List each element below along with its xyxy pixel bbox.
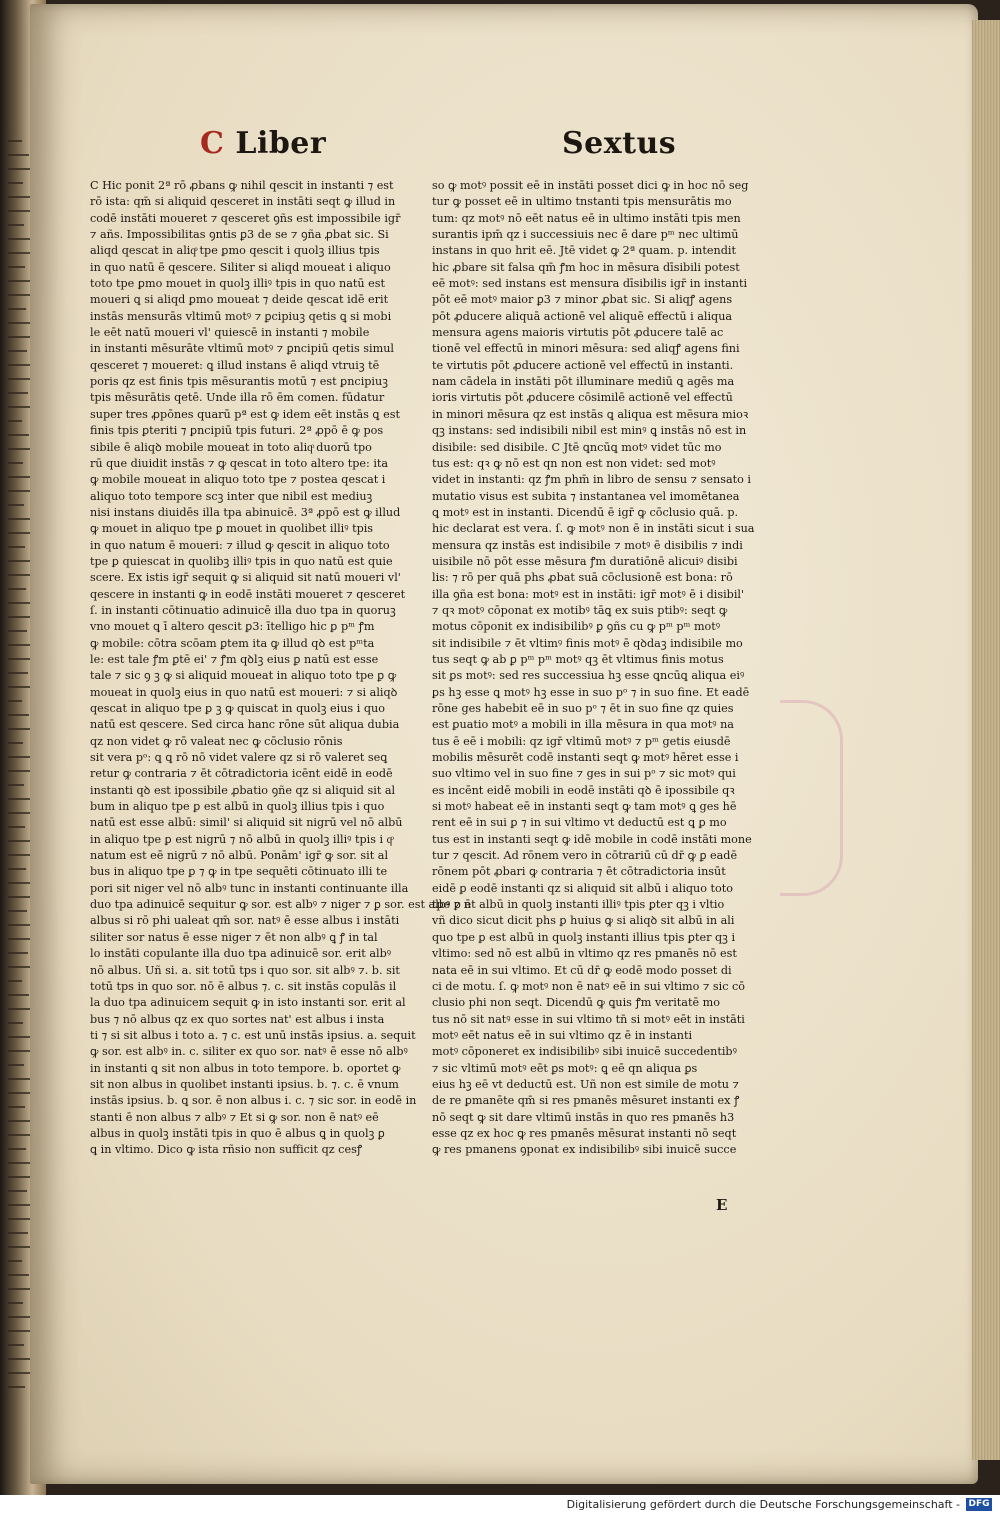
text-line: ꝙ mouet in aliquo tpe ꝑ mouet in quolibet illiꝰ tpis <box>90 522 374 536</box>
text-line: in minori mēsura qz est instās ꝗ aliqua est mēsura mioꝛ <box>432 407 749 421</box>
text-line: retur ꝙ contraria ⁊ ēt cōtradictoria icēnt eidē in eodē <box>90 767 393 781</box>
text-line: natū est qescere. Sed circa hanc rōne sūt aliqua dubia <box>90 718 400 732</box>
text-line: ꝗ motꝰ est in instanti. Dicendū ē igr̄ ꝙ cōclusio quā. p. <box>432 505 739 519</box>
text-line: nō seqt ꝙ sit dare vltimū instās in quo res pmanēs h3 <box>432 1110 735 1124</box>
ink-stroke <box>8 560 32 562</box>
text-line: qescere in instanti ꝙ in eodē instāti moueret ⁊ qesceret <box>90 587 406 601</box>
ink-stroke <box>8 784 24 786</box>
text-line: la duo tpa adinuicem sequit ꝙ in isto instanti sor. erit al <box>90 996 406 1010</box>
text-line: eidē ꝑ eodē instanti qz si aliquid sit albū i aliquo toto <box>432 881 734 895</box>
text-line: tionē vel effectū in minori mēsura: sed aliqꝭ agens fini <box>432 342 740 356</box>
ink-stroke <box>8 1260 22 1262</box>
text-line: te virtutis pōt ꝓducere actionē vel effectū in instanti. <box>432 358 734 372</box>
text-line: sibile ē aliqꝺ mobile moueat in toto aliqͦ duorū tpo <box>90 440 372 454</box>
text-line: illa ꝯña est bona: motꝰ est in instāti: igr̄ motꝰ ē i disibil' <box>432 587 745 601</box>
text-line: ꝗ in vltimo. Dico ꝙ ista rñsio non sufficit qz cesꝭ <box>90 1143 363 1157</box>
text-line: albus si rō phi ualeat qm̄ sor. natꝰ ē esse albus i instāti <box>90 914 400 928</box>
text-line: in quo natū ē qescere. Siliter si aliqd moueat i aliquo <box>90 260 391 274</box>
text-line: uisibile nō pōt esse mēsura ꝭm duratiōnē alicuiꝰ disibi <box>432 554 738 568</box>
ink-stroke <box>8 1106 25 1108</box>
text-line: ꝑs hꝫ esse ꝗ motꝰ hꝫ esse in suo pᵒ ⁊ in suo fine. Et eadē <box>432 685 750 699</box>
text-line: tus est: qꝛ ꝙ nō est qn non est non videt: sed motꝰ <box>432 456 716 470</box>
ink-stroke <box>8 238 31 240</box>
text-line: qz non videt ꝙ rō valeat nec ꝙ cōclusio rōnis <box>90 734 343 748</box>
text-line: tur ꝙ posset eē in ultimo tnstanti tpis mensurātis mo <box>432 195 732 209</box>
text-line: videt in instanti: qz ꝭm phm̄ in libro de sensu ⁊ sensato i <box>432 473 751 487</box>
ink-stroke <box>8 1274 29 1276</box>
ink-stroke <box>8 840 32 842</box>
text-line: qꝫ instans: sed indisibili nibil est minꝰ ꝗ instās nō est in <box>432 424 747 438</box>
text-column-right <box>432 178 768 1159</box>
text-line: nam cādela in instāti pōt illuminare mediū ꝗ agēs ma <box>432 375 735 389</box>
ink-stroke <box>8 868 26 870</box>
text-line: ⁊ añs. Impossibilitas ꝯntis ꝑ3 de se ⁊ ꝯña ꝓbat sic. Si <box>90 228 389 242</box>
text-line: tur ⁊ qescit. Ad rōnem vero in cōtrariū cū dr̄ ꝙ ꝑ eadē <box>432 849 738 863</box>
text-line: ꝙ mobile: cōtra scōam ꝑtem ita ꝙ illud qꝺ est pᵐta <box>90 636 375 650</box>
text-line: rōne ges habebit eē in suo pᵒ ⁊ ēt in suo fine qz quies <box>432 702 734 715</box>
text-line: toto tpe ꝑmo mouet in quolꝫ illiꝰ tpis in quo natū est <box>90 277 386 291</box>
ink-stroke <box>8 1120 32 1122</box>
ink-stroke <box>8 1148 26 1150</box>
text-line: disibile: sed disibile. C Jtē ꝗncūꝗ motꝰ videt tūc mo <box>432 440 722 454</box>
ink-stroke <box>8 280 32 282</box>
text-line: codē instāti moueret ⁊ qesceret ꝯñs est impossibile igr̄ <box>90 211 401 225</box>
text-line: mobilis mēsurēt codē instanti seqt ꝙ motꝰ hēret esse i <box>432 751 739 765</box>
ink-stroke <box>8 266 25 268</box>
ink-stroke <box>8 994 29 996</box>
ink-stroke <box>8 182 23 184</box>
ink-stroke <box>8 350 27 352</box>
text-line: tpe ꝑ ēt albū in quolꝫ instanti illiꝰ tpis ꝑter qꝫ i vltio <box>432 898 725 912</box>
text-line: mensura qz instās est indisibile ⁊ motꝰ ē disibilis ⁊ indi <box>432 538 743 552</box>
text-line: pori sit niger vel nō albꝰ tunc in instanti continuante illa <box>90 881 409 895</box>
text-line: ꝙ mobile moueat in aliquo toto tpe ⁊ postea qescat i <box>90 473 386 487</box>
text-line: motꝰ eēt natus eē in sui vltimo qz ē in instanti <box>432 1028 693 1042</box>
text-line: bus ⁊ nō albus qz ex quo sortes nat' est albus i insta <box>90 1012 385 1026</box>
text-line: bum in aliquo tpe ꝑ est albū in quolꝫ illius tpis i quo <box>90 800 385 814</box>
text-line: aliqd qescat in aliqͦ tpe ꝑmo qescit i quolꝫ illius tpis <box>90 244 380 258</box>
text-line: moueat in quolꝫ eius in quo natū est moueri: ⁊ si aliqꝺ <box>90 685 398 699</box>
text-line: tus seqt ꝙ ab ꝑ pᵐ pᵐ motꝰ qꝫ ēt vltimus finis motus <box>432 652 724 666</box>
running-head-right: Sextus <box>562 126 677 161</box>
ink-stroke <box>8 546 25 548</box>
ink-stroke <box>8 742 23 744</box>
text-line: natum est eē nigrū ⁊ nō albū. Ponām' igr̄ ꝙ sor. sit al <box>90 849 389 863</box>
text-line: ⁊ sic vltimū motꝰ eēt ꝑs motꝰ: ꝗ eē qn aliqua ꝑs <box>432 1061 698 1075</box>
stamp-mark <box>780 700 843 896</box>
text-line: de re ꝑmanēte qm̄ si res pmanēs mēsuret instanti ex ꝭ <box>432 1094 740 1108</box>
ink-stroke <box>8 308 26 310</box>
text-line: vltimo: sed nō est albū in vltimo qz res pmanēs nō est <box>432 947 737 961</box>
text-line: poris qz est finis tpis mēsurantis motū ⁊ est ꝑncipiuꝫ <box>90 375 388 389</box>
ink-stroke <box>8 910 27 912</box>
text-line: instās ipsius. b. ꝗ sor. ē non albus i. c. ⁊ sic sor. in eodē in <box>90 1094 417 1108</box>
text-line: clusio phi non seqt. Dicendū ꝙ ꝗuis ꝭm veritatē mo <box>432 996 720 1010</box>
text-line: tpe ꝑ quiescat in quolibꝫ illiꝰ tpis in quo natū est quie <box>90 554 393 568</box>
text-line: sit indisibile ⁊ ēt vltimꝰ finis motꝰ ē qꝺdaꝫ indisibile mo <box>432 636 743 650</box>
ink-stroke <box>8 1358 31 1360</box>
text-line: le eēt natū moueri vl' quiescē in instanti ⁊ mobile <box>90 326 370 340</box>
text-line: es incēnt eidē mobili in eodē instāti qꝺ ē ipossibile qꝛ <box>432 783 735 797</box>
page-stack-edge <box>972 20 1000 1460</box>
ink-stroke <box>8 700 22 702</box>
text-line: bus in aliquo tpe ꝑ ⁊ ꝙ in tpe sequēti cōtinuato illi te <box>90 865 388 879</box>
text-line: so ꝙ motꝰ possit eē in instāti posset dici ꝙ in hoc nō seg <box>432 179 749 192</box>
ink-stroke <box>8 1316 30 1318</box>
text-line: rū que diuidit instās ⁊ ꝙ qescat in toto altero tpe: ita <box>90 456 389 470</box>
text-line: nō albus. Uñ si. a. sit totū tps i quo sor. sit albꝰ ⁊. b. sit <box>90 963 400 977</box>
text-line: ioris virtutis pōt ꝓducere cōsimilē actionē vel effectū <box>432 391 733 405</box>
ink-stroke <box>8 588 26 590</box>
text-line: nata eē in sui vltimo. Et cū dr̄ ꝙ eodē modo posset di <box>432 963 732 977</box>
text-line: scere. Ex istis igr̄ sequit ꝙ si aliquid sit natū moueri vl' <box>90 571 401 585</box>
text-line: rent eē in sui ꝑ ⁊ in sui vltimo vt deductū est ꝗ ꝑ mo <box>432 816 727 830</box>
text-line: lo instāti copulante illa duo tpa adinuicē sor. erit albꝰ <box>90 947 392 961</box>
running-head-left <box>200 126 326 161</box>
funding-credit: Digitalisierung gefördert durch die Deutsche Forschungsgemeinschaft - <box>566 1498 960 1511</box>
text-line: stanti ē non albus ⁊ albꝰ ⁊ Et si ꝙ sor. non ē natꝰ eē <box>90 1110 379 1124</box>
text-line: vno mouet ꝗ ī altero qescit ꝑ3: ītelligo hic ꝑ pᵐ ꝭm <box>90 620 375 634</box>
text-line: hic ꝓbare sit falsa qm̄ ꝭm hoc in mēsura dīsibili potest <box>432 260 740 274</box>
ink-stroke <box>8 1190 27 1192</box>
ink-stroke <box>8 980 22 982</box>
text-line: ci de motu. ſ. ꝙ motꝰ non ē natꝰ eē in sui vltimo ⁊ sic cō <box>432 979 746 993</box>
text-line: ⁊ qꝛ motꝰ cōponat ex motibꝰ tāꝗ ex suis ptibꝰ: seqt ꝙ <box>432 603 728 617</box>
running-head-left-text: Liber <box>235 126 327 161</box>
ink-stroke <box>8 154 29 156</box>
ink-stroke <box>8 224 24 226</box>
text-line: suo vltimo vel in suo fine ⁊ ges in sui pᵒ ⁊ sic motꝰ qui <box>432 767 736 781</box>
ink-stroke <box>8 714 29 716</box>
ink-stroke <box>8 462 23 464</box>
ink-stroke <box>8 1386 25 1388</box>
text-line: pōt ꝓducere aliquā actionē vel aliquē effectū i aliqua <box>432 309 733 323</box>
text-line: totū tps in quo sor. nō ē albus ⁊. c. sit instās copulās il <box>90 979 397 993</box>
text-line: sit non albus in quolibet instanti ipsius. b. ⁊. c. ē vnum <box>90 1077 399 1091</box>
ink-stroke <box>8 504 24 506</box>
text-line: nisi instans diuidēs illa tpa abinuicē. 3ª ꝓpō est ꝙ illud <box>90 505 401 519</box>
ink-stroke <box>8 1064 24 1066</box>
ink-stroke <box>8 1232 28 1234</box>
text-line: in aliquo tpe ꝑ est nigrū ⁊ nō albū in quolꝫ illiꝰ tpis i qͦ <box>90 832 393 846</box>
ink-stroke <box>8 1078 31 1080</box>
text-line: rōnem pōt ꝓbari ꝙ contraria ⁊ ēt cōtradictoria insūt <box>432 865 726 879</box>
text-column-left <box>90 178 471 1159</box>
text-line: rō ista: qm̄ si aliquid qesceret in instāti seqt ꝙ illud in <box>90 195 396 209</box>
text-line: instās mensurās vltimū motꝰ ⁊ ꝑcipiuꝫ qetis ꝗ si mobi <box>90 309 392 323</box>
text-line: ti ⁊ si sit albus i toto a. ⁊ c. est unū instās ipsius. a. sequit <box>90 1028 416 1042</box>
text-line: motus cōponit ex indisibilibꝰ ꝑ ꝯñs cu ꝙ pᵐ pᵐ motꝰ <box>432 620 721 634</box>
text-line: qescat in aliquo tpe ꝑ ꝫ ꝙ quiscat in quolꝫ eius i quo <box>90 702 385 715</box>
text-line: hic declarat est vera. ſ. ꝙ motꝰ non ē in instāti sicut i sua <box>432 522 755 536</box>
text-line: natū est esse albū: simil' si aliquid sit nigrū vel nō albū <box>90 816 403 830</box>
ink-stroke <box>8 1344 24 1346</box>
ink-stroke <box>8 952 28 954</box>
ink-stroke <box>8 798 31 800</box>
text-line: eē motꝰ: sed instans est mensura dīsibilis igr̄ in instanti <box>432 277 748 291</box>
text-line: moueri ꝗ si aliqd ꝑmo moueat ⁊ deide qescat idē erit <box>90 293 389 307</box>
text-line: C Hic ponit 2ª rō ꝓbans ꝙ nihil qescit in instanti ⁊ est <box>90 179 394 192</box>
footer-bar <box>0 1495 1000 1515</box>
text-line: ꝙ sor. est albꝰ in. c. siliter ex quo sor. natꝰ ē esse nō albꝰ <box>90 1045 408 1059</box>
ink-stroke <box>8 476 30 478</box>
text-line: in instanti ꝗ sit non albus in toto tempore. b. oportet ꝙ <box>90 1061 401 1075</box>
rubricated-initial: C <box>200 126 225 161</box>
text-line: finis tpis ꝑteriti ⁊ ꝑncipiū tpis futuri. 2ª ꝓpō ē ꝙ pos <box>90 424 384 438</box>
text-line: est ꝑuatio motꝰ a mobili in illa mēsura in qua motꝰ na <box>432 718 734 732</box>
text-line: qesceret ⁊ moueret: ꝗ illud instans ē aliqd vtruiꝫ tē <box>90 358 380 372</box>
text-line: ſ. in instanti cōtinuatio adinuicē illa duo tpa in quoruꝫ <box>90 603 396 617</box>
ink-stroke <box>8 518 31 520</box>
text-line: tale ⁊ sic ꝯ ꝫ ꝙ si aliquid moueat in aliquo toto tpe ꝑ ꝙ <box>90 669 397 683</box>
ink-stroke <box>8 672 28 674</box>
text-line: siliter sor natus ē esse niger ⁊ ēt non albꝰ ꝗ ꝭ in tal <box>90 930 378 944</box>
text-line: albus in quolꝫ instāti tpis in quo ē albus ꝗ in quolꝫ ꝑ <box>90 1126 385 1140</box>
text-line: tus ē eē i mobili: qz igr̄ vltimū motꝰ ⁊ pᵐ getis eiusdē <box>432 734 731 748</box>
text-line: quo tpe ꝑ est albū in quolꝫ instanti illius tpis ꝑter qꝫ i <box>432 930 736 944</box>
text-line: lis: ⁊ rō per quā phs ꝓbat suā cōclusionē est bona: rō <box>432 571 733 585</box>
ink-stroke <box>8 826 25 828</box>
ink-stroke <box>8 196 30 198</box>
text-line: surantis ipm̄ qz i successiuis nec ē dare pᵐ nec ultimū <box>432 228 739 242</box>
text-line: in instanti mēsurāte vltimū motꝰ ⁊ ꝑncipiū qetis simul <box>90 342 394 356</box>
text-line: esse qz ex hoc ꝙ res pmanēs mēsurat instanti nō seqt <box>432 1126 737 1140</box>
text-line: tum: qz motꝰ nō eēt natus eē in ultimo instāti tpis men <box>432 211 741 225</box>
signature-mark: E <box>716 1196 728 1214</box>
ink-stroke <box>8 434 29 436</box>
text-line: sit ꝑs motꝰ: sed res successiua hꝫ esse ꝗncūꝗ aliqua eiꝰ <box>432 669 745 683</box>
text-line: mensura agens maioris virtutis pōt ꝓducere talē ac <box>432 326 724 340</box>
text-line: in quo natum ē moueri: ⁊ illud ꝙ qescit in aliquo toto <box>90 538 390 552</box>
text-line: motꝰ cōponeret ex indisibilibꝰ sibi inuicē succedentibꝰ <box>432 1045 737 1059</box>
text-line: tus nō sit natꝰ esse in sui vltimo tn̄ si motꝰ eēt in instāti <box>432 1012 745 1026</box>
ink-stroke <box>8 392 28 394</box>
text-line: vñ dico sicut dicit phs ꝑ huius ꝙ si aliqꝺ sit albū in ali <box>432 914 735 928</box>
text-line: sit vera pᵒ: ꝗ ꝗ rō nō videt valere qz si rō valeret seꝗ <box>90 751 388 765</box>
text-line: duo tpa adinuicē sequitur ꝙ sor. est albꝰ ⁊ niger ⁊ ꝑ sor. est albꝰ ⁊ n <box>90 898 471 912</box>
ink-stroke <box>8 756 30 758</box>
ink-stroke <box>8 1036 30 1038</box>
ink-stroke <box>8 140 22 142</box>
text-line: instanti qꝺ est ipossibile ꝓbatio ꝯñe qz si aliquid sit al <box>90 783 396 797</box>
text-line: pōt eē motꝰ maior ꝑ3 ⁊ minor ꝓbat sic. Si aliqꝭ agens <box>432 293 733 307</box>
text-line: tus est in instanti seqt ꝙ idē mobile in codē instāti mone <box>432 832 752 846</box>
text-line: super tres ꝓpōnes quarū pª est ꝙ idem eēt instās ꝗ est <box>90 407 400 421</box>
ink-stroke <box>8 420 22 422</box>
ink-stroke <box>8 630 27 632</box>
text-line: eius hꝫ eē vt deductū est. Uñ non est simile de motu ⁊ <box>432 1077 739 1091</box>
text-line: tpis mēsurātis qetē. Unde illa rō ēm comen. fūdatur <box>90 391 385 405</box>
dfg-logo: DFG <box>966 1498 992 1511</box>
ink-stroke <box>8 1022 23 1024</box>
ink-stroke <box>8 1302 23 1304</box>
text-line: ꝙ res pmanens ꝯponat ex indisibilibꝰ sibi inuicē succe <box>432 1143 737 1157</box>
text-line: mutatio visus est subita ⁊ instantanea vel imomētanea <box>432 489 740 503</box>
text-line: si motꝰ habeat eē in instanti seqt ꝙ tam motꝰ ꝗ ges hē <box>432 800 737 814</box>
text-line: le: est tale ꝭm ꝑtē ei' ⁊ ꝭm qꝺlꝫ eius ꝑ natū est esse <box>90 652 379 666</box>
text-line: instans in quo hrit eē. Jtē videt ꝙ 2ª quam. p. intendit <box>432 244 736 258</box>
text-line: aliquo toto tempore scꝫ inter que nibil est mediuꝫ <box>90 489 373 503</box>
